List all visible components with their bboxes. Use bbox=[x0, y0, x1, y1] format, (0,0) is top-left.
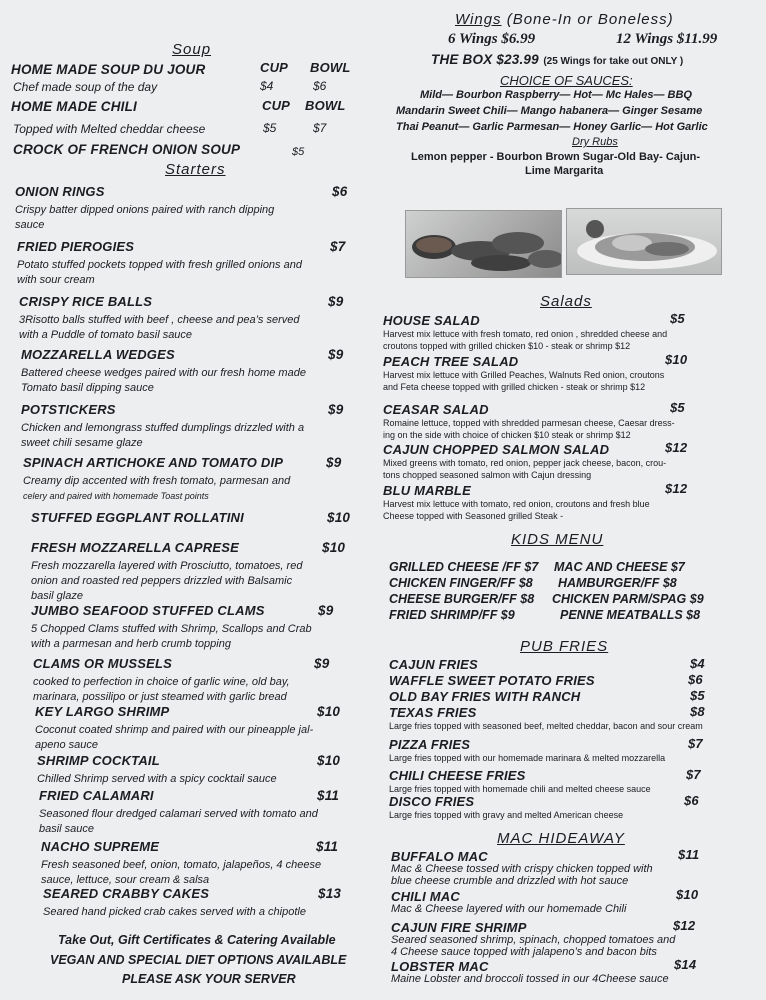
starter-desc: Crispy batter dipped onions paired with ranch dipping bbox=[15, 204, 275, 216]
mac-price: $12 bbox=[673, 918, 696, 933]
starter-desc: 5 Chopped Clams stuffed with Shrimp, Scallops and Crab bbox=[31, 623, 312, 635]
mac-desc: 4 Cheese sauce topped with jalapeno’s and bacon bits bbox=[391, 946, 657, 958]
salad-name: PEACH TREE SALAD bbox=[383, 354, 519, 369]
salad-price: $12 bbox=[665, 481, 688, 496]
starter-desc: Creamy dip accented with fresh tomato, parmesan and bbox=[23, 475, 291, 487]
starter-name: SPINACH ARTICHOKE AND TOMATO DIP bbox=[23, 455, 284, 470]
kids-item: CHICKEN FINGER/FF $8 bbox=[389, 576, 533, 590]
starter-name: MOZZARELLA WEDGES bbox=[21, 347, 175, 362]
starter-desc: sauce bbox=[15, 219, 45, 231]
kids-item: CHICKEN PARM/SPAG $9 bbox=[552, 592, 704, 606]
starter-desc: Potato stuffed pockets topped with fresh grilled onions and bbox=[17, 259, 302, 271]
wings-box-note: (25 Wings for take out ONLY ) bbox=[543, 56, 684, 67]
soup-chili-desc: Topped with Melted cheddar cheese bbox=[13, 122, 206, 136]
starter-name: SEARED CRABBY CAKES bbox=[43, 886, 210, 901]
mac-name: BUFFALO MAC bbox=[391, 849, 488, 864]
starter-desc: with sour cream bbox=[17, 274, 95, 286]
starter-name: KEY LARGO SHRIMP bbox=[35, 704, 170, 719]
soup-chili-bowl-header: BOWL bbox=[305, 98, 346, 113]
kids-item: FRIED SHRIMP/FF $9 bbox=[389, 608, 515, 622]
starter-desc: marinara, possilipo or just steamed with garlic bread bbox=[33, 691, 287, 703]
mac-price: $11 bbox=[678, 847, 700, 862]
fries-desc: Large fries topped with our homemade marinara & melted mozzarella bbox=[389, 753, 666, 763]
salad-desc: and Feta cheese topped with grilled chicken - steak or shrimp $12 bbox=[383, 382, 646, 392]
starters-title: Starters bbox=[165, 161, 226, 178]
salad-price: $10 bbox=[665, 352, 688, 367]
starter-desc: Tomato basil dipping sauce bbox=[21, 382, 154, 394]
salad-name: CAJUN CHOPPED SALMON SALAD bbox=[383, 442, 610, 457]
starter-desc: Seasoned flour dredged calamari served with tomato and bbox=[39, 808, 318, 820]
starter-desc: Coconut coated shrimp and paired with our pineapple jal- bbox=[35, 724, 314, 736]
kids-item: GRILLED CHEESE /FF $7 bbox=[389, 560, 539, 574]
starter-price: $11 bbox=[317, 788, 340, 803]
fries-desc: Large fries topped with seasoned beef, melted cheddar, bacon and sour cream bbox=[389, 721, 703, 731]
starter-desc: apeno sauce bbox=[35, 739, 98, 751]
starter-name: JUMBO SEAFOOD STUFFED CLAMS bbox=[31, 603, 265, 618]
kids-item: PENNE MEATBALLS $8 bbox=[560, 608, 701, 622]
starter-price: $9 bbox=[328, 294, 344, 309]
fries-name: TEXAS FRIES bbox=[389, 705, 477, 720]
starter-name: SHRIMP COCKTAIL bbox=[37, 753, 160, 768]
soup-jour-cup: $4 bbox=[260, 79, 274, 93]
starter-desc: basil glaze bbox=[31, 590, 83, 602]
salad-name: HOUSE SALAD bbox=[383, 313, 480, 328]
sauces-line-1: Mild— Bourbon Raspberry— Hot— Mc Hales— BBQ bbox=[420, 89, 692, 101]
soup-jour-name: HOME MADE SOUP DU JOUR bbox=[11, 62, 206, 77]
fries-price: $8 bbox=[690, 704, 705, 719]
dry-rubs-line-2: Lime Margarita bbox=[525, 165, 604, 177]
fries-name: OLD BAY FRIES WITH RANCH bbox=[389, 689, 581, 704]
sauces-line-3: Thai Peanut— Garlic Parmesan— Honey Garlic— Hot Garlic bbox=[396, 121, 708, 133]
starter-price: $10 bbox=[322, 540, 346, 555]
fries-desc: Large fries topped with gravy and melted American cheese bbox=[389, 810, 624, 820]
fries-name: WAFFLE SWEET POTATO FRIES bbox=[389, 673, 595, 688]
starter-name: POTSTICKERS bbox=[21, 402, 116, 417]
salad-desc: ing on the side with choice of chicken $10 steak or shrimp $12 bbox=[383, 430, 631, 440]
starter-name: CLAMS OR MUSSELS bbox=[33, 656, 172, 671]
salad-desc: Harvest mix lettuce with Grilled Peaches, Walnuts Red onion, croutons bbox=[383, 370, 665, 380]
salad-name: CEASAR SALAD bbox=[383, 402, 489, 417]
mac-name: CHILI MAC bbox=[391, 889, 460, 904]
sauces-line-2: Mandarin Sweet Chili— Mango habanera— Ginger Sesame bbox=[396, 105, 703, 117]
wings-box-price: THE BOX $23.99 bbox=[431, 52, 539, 67]
fries-name: CHILI CHEESE FRIES bbox=[389, 768, 526, 783]
mac-title: MAC HIDEAWAY bbox=[497, 830, 625, 847]
soup-jour-bowl: $6 bbox=[313, 79, 327, 93]
dry-rubs-title: Dry Rubs bbox=[572, 136, 618, 148]
mac-desc: Mac & Cheese tossed with crispy chicken topped with bbox=[391, 863, 653, 875]
starter-desc: basil sauce bbox=[39, 823, 95, 835]
starter-desc: onion and roasted red peppers drizzled with Balsamic bbox=[31, 575, 293, 587]
footer-line-1: Take Out, Gift Certificates & Catering Available bbox=[58, 933, 336, 947]
wings-twelve-price: 12 Wings $11.99 bbox=[616, 31, 718, 47]
mac-desc: blue cheese crumble and drizzled with hot sauce bbox=[391, 875, 629, 887]
mac-price: $10 bbox=[676, 887, 699, 902]
fries-price: $6 bbox=[688, 672, 703, 687]
mac-price: $14 bbox=[674, 957, 697, 972]
nachos-photo bbox=[566, 208, 722, 275]
starter-price: $10 bbox=[317, 704, 341, 719]
starter-price: $13 bbox=[318, 886, 342, 901]
soup-chili-name: HOME MADE CHILI bbox=[11, 99, 137, 114]
soup-onion-name: CROCK OF FRENCH ONION SOUP bbox=[13, 142, 241, 157]
starter-name: FRIED CALAMARI bbox=[39, 788, 154, 803]
starter-name: ONION RINGS bbox=[15, 184, 105, 199]
starter-name: FRESH MOZZARELLA CAPRESE bbox=[31, 540, 239, 555]
wings-title: Wings bbox=[455, 11, 502, 28]
kids-item: MAC AND CHEESE $7 bbox=[554, 560, 685, 574]
kids-title: KIDS MENU bbox=[511, 531, 604, 548]
soup-onion-price: $5 bbox=[292, 146, 305, 158]
starter-price: $10 bbox=[327, 510, 351, 525]
starter-price: $9 bbox=[328, 347, 344, 362]
wings-subtitle: (Bone-In or Boneless) bbox=[506, 11, 674, 28]
starter-desc: Battered cheese wedges paired with our fresh home made bbox=[21, 367, 306, 379]
starter-desc: Seared hand picked crab cakes served with a chipotle bbox=[43, 906, 306, 918]
soup-jour-desc: Chef made soup of the day bbox=[13, 80, 158, 94]
starter-desc: Chicken and lemongrass stuffed dumplings drizzled with a bbox=[21, 422, 305, 434]
fries-price: $7 bbox=[686, 767, 701, 782]
starter-price: $9 bbox=[318, 603, 334, 618]
soup-title: Soup bbox=[172, 41, 212, 58]
fries-name: DISCO FRIES bbox=[389, 794, 475, 809]
starter-desc: Chilled Shrimp served with a spicy cocktail sauce bbox=[37, 773, 277, 785]
salad-desc: Harvest mix lettuce with fresh tomato, red onion , shredded cheese and bbox=[383, 329, 668, 339]
starter-desc: sauce, lettuce, sour cream & salsa bbox=[41, 874, 210, 886]
wings-header bbox=[455, 11, 674, 28]
mac-desc: Mac & Cheese layered with our homemade Chili bbox=[391, 903, 627, 915]
wings-six-price: 6 Wings $6.99 bbox=[448, 31, 536, 47]
soup-chili-cup-header: CUP bbox=[262, 98, 291, 113]
footer-line-2: VEGAN AND SPECIAL DIET OPTIONS AVAILABLE bbox=[50, 953, 347, 967]
pub-fries-title: PUB FRIES bbox=[520, 638, 609, 655]
starter-name: NACHO SUPREME bbox=[41, 839, 160, 854]
footer-line-3: PLEASE ASK YOUR SERVER bbox=[122, 972, 296, 986]
mac-name: LOBSTER MAC bbox=[391, 959, 489, 974]
mac-desc: Seared seasoned shrimp, spinach, chopped tomatoes and bbox=[391, 934, 676, 946]
mac-name: CAJUN FIRE SHRIMP bbox=[391, 920, 527, 935]
starter-name: STUFFED EGGPLANT ROLLATINI bbox=[31, 510, 244, 525]
soup-chili-cup: $5 bbox=[263, 121, 277, 135]
starter-desc: with a Puddle of tomato basil sauce bbox=[19, 329, 193, 341]
salad-desc: Romaine lettuce, topped with shredded parmesan cheese, Caesar dress- bbox=[383, 418, 675, 428]
starter-price: $7 bbox=[330, 239, 346, 254]
starter-name: FRIED PIEROGIES bbox=[17, 239, 135, 254]
salad-price: $12 bbox=[665, 440, 688, 455]
fries-desc: Large fries topped with homemade chili and melted cheese sauce bbox=[389, 784, 651, 794]
soup-bowl-header: BOWL bbox=[310, 60, 351, 75]
starter-desc: sweet chili sesame glaze bbox=[21, 437, 143, 449]
salad-desc: tons chopped seasoned salmon with Cajun dressing bbox=[383, 470, 592, 480]
fries-name: CAJUN FRIES bbox=[389, 657, 478, 672]
starter-price: $11 bbox=[316, 839, 339, 854]
starter-price: $9 bbox=[328, 402, 344, 417]
fries-price: $6 bbox=[684, 793, 699, 808]
salad-desc: Harvest mix lettuce with tomato, red onion, croutons and fresh blue bbox=[383, 499, 650, 509]
kids-item: HAMBURGER/FF $8 bbox=[558, 576, 677, 590]
starter-desc: with a parmesan and herb crumb topping bbox=[31, 638, 231, 650]
fries-price: $7 bbox=[688, 736, 703, 751]
fries-price: $5 bbox=[690, 688, 705, 703]
starter-price: $10 bbox=[317, 753, 341, 768]
soup-cup-header: CUP bbox=[260, 60, 289, 75]
wings-photo bbox=[405, 210, 562, 278]
starter-name: CRISPY RICE BALLS bbox=[19, 294, 153, 309]
salads-title: Salads bbox=[540, 293, 592, 310]
soup-chili-bowl: $7 bbox=[313, 121, 327, 135]
salad-desc: Mixed greens with tomato, red onion, pepper jack cheese, bacon, crou- bbox=[383, 458, 667, 468]
kids-item: CHEESE BURGER/FF $8 bbox=[389, 592, 535, 606]
starter-desc: Fresh seasoned beef, onion, tomato, jalapeños, 4 cheese bbox=[41, 859, 322, 871]
mac-desc: Maine Lobster and broccoli tossed in our 4Cheese sauce bbox=[391, 973, 669, 985]
starter-price: $6 bbox=[332, 184, 348, 199]
fries-name: PIZZA FRIES bbox=[389, 737, 471, 752]
salad-desc: Cheese topped with Seasoned grilled Steak - bbox=[383, 511, 564, 521]
salad-desc: croutons topped with grilled chicken $10 - steak or shrimp $12 bbox=[383, 341, 631, 351]
starter-price: $9 bbox=[314, 656, 330, 671]
dry-rubs-line-1: Lemon pepper - Bourbon Brown Sugar-Old Bay- Cajun- bbox=[411, 151, 701, 163]
starter-desc: cooked to perfection in choice of garlic wine, old bay, bbox=[33, 676, 290, 688]
starter-desc: celery and paired with homemade Toast points bbox=[23, 491, 209, 501]
sauces-title: CHOICE OF SAUCES: bbox=[500, 73, 633, 88]
salad-price: $5 bbox=[670, 400, 685, 415]
salad-price: $5 bbox=[670, 311, 685, 326]
starter-price: $9 bbox=[326, 455, 342, 470]
wings-box bbox=[431, 51, 683, 69]
salad-name: BLU MARBLE bbox=[383, 483, 471, 498]
starter-desc: 3Risotto balls stuffed with beef , cheese and pea’s served bbox=[19, 314, 300, 326]
starter-desc: Fresh mozzarella layered with Prosciutto, tomatoes, red bbox=[31, 560, 303, 572]
fries-price: $4 bbox=[690, 656, 705, 671]
